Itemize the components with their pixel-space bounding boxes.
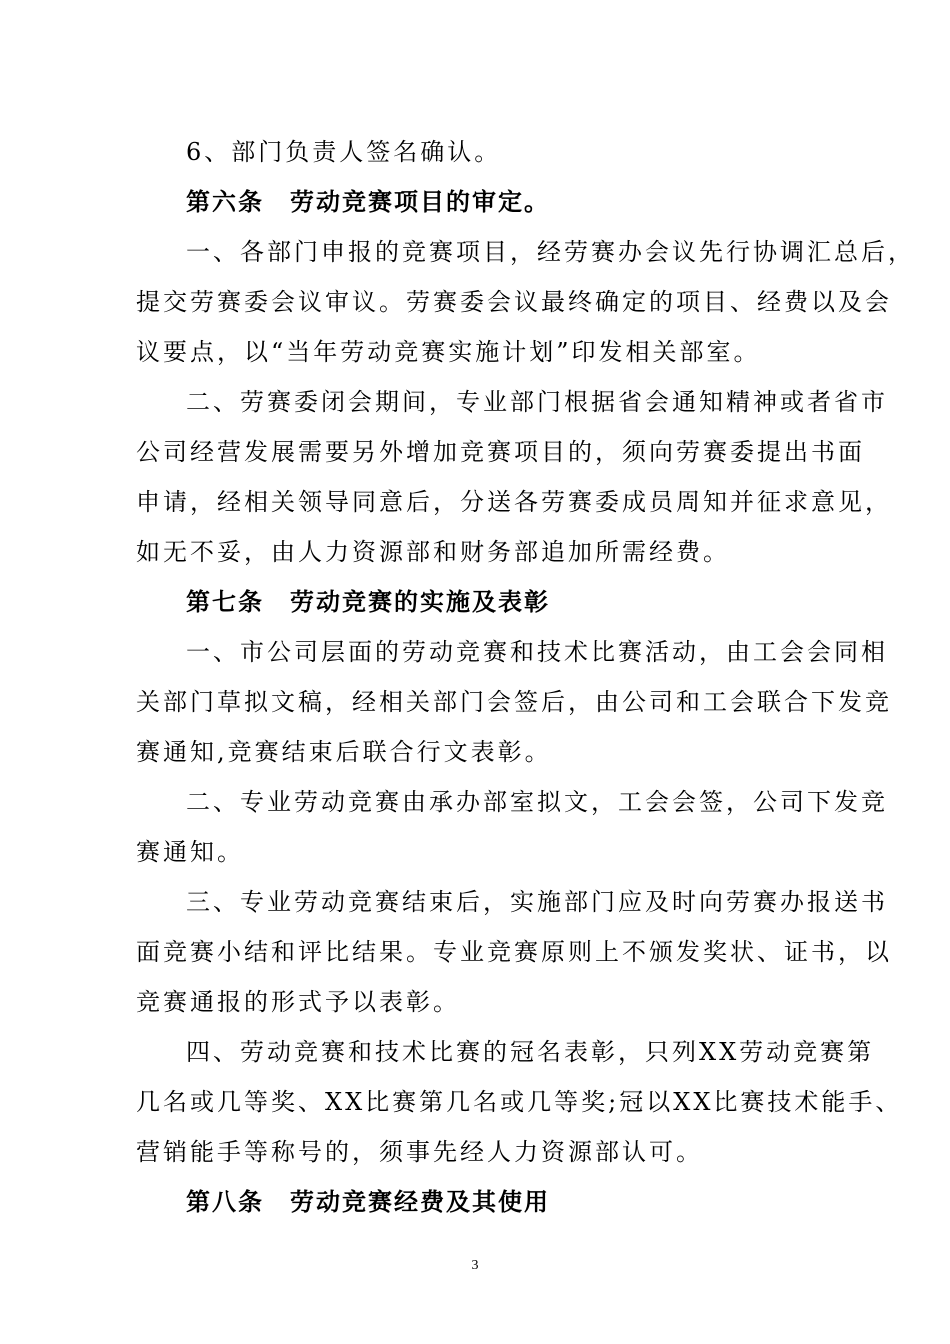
paragraph-line: 面竞赛小结和评比结果。专业竞赛原则上不颁发奖状、证书，以 (136, 938, 892, 966)
article-heading-8: 第八条 劳动竞赛经费及其使用 (186, 1188, 550, 1216)
paragraph-line: 赛通知,竞赛结束后联合行文表彰。 (136, 738, 552, 766)
article-heading-6: 第六条 劳动竞赛项目的审定。 (186, 188, 550, 216)
paragraph-line: 如无不妥，由人力资源部和财务部追加所需经费。 (136, 538, 730, 566)
paragraph-line: 议要点，以“当年劳动竞赛实施计划”印发相关部室。 (136, 338, 761, 366)
article-heading-7: 第七条 劳动竞赛的实施及表彰 (186, 588, 550, 616)
paragraph-line: 提交劳赛委会议审议。劳赛委会议最终确定的项目、经费以及会 (136, 288, 892, 316)
paragraph-line: 二、劳赛委闭会期间，专业部门根据省会通知精神或者省市 (186, 388, 888, 416)
paragraph-line: 申请，经相关领导同意后，分送各劳赛委成员周知并征求意见， (136, 488, 892, 516)
paragraph-line: 营销能手等称号的，须事先经人力资源部认可。 (136, 1138, 703, 1166)
page-number: 3 (471, 1258, 479, 1273)
paragraph-line: 三、专业劳动竞赛结束后，实施部门应及时向劳赛办报送书 (186, 888, 888, 916)
paragraph-line: 关部门草拟文稿，经相关部门会签后，由公司和工会联合下发竞 (136, 688, 892, 716)
paragraph-line: 公司经营发展需要另外增加竞赛项目的，须向劳赛委提出书面 (136, 438, 865, 466)
paragraph-line: 6、部门负责人签名确认。 (186, 138, 502, 166)
paragraph-line: 二、专业劳动竞赛由承办部室拟文，工会会签，公司下发竞 (186, 788, 888, 816)
paragraph-line: 竞赛通报的形式予以表彰。 (136, 988, 460, 1016)
paragraph-line: 赛通知。 (136, 838, 244, 866)
paragraph-line: 一、市公司层面的劳动竞赛和技术比赛活动，由工会会同相 (186, 638, 888, 666)
paragraph-line: 一、各部门申报的竞赛项目，经劳赛办会议先行协调汇总后， (186, 238, 915, 266)
paragraph-line: 四、劳动竞赛和技术比赛的冠名表彰，只列XX劳动竞赛第 (186, 1038, 875, 1066)
paragraph-line: 几名或几等奖、XX比赛第几名或几等奖;冠以XX比赛技术能手、 (136, 1088, 903, 1116)
